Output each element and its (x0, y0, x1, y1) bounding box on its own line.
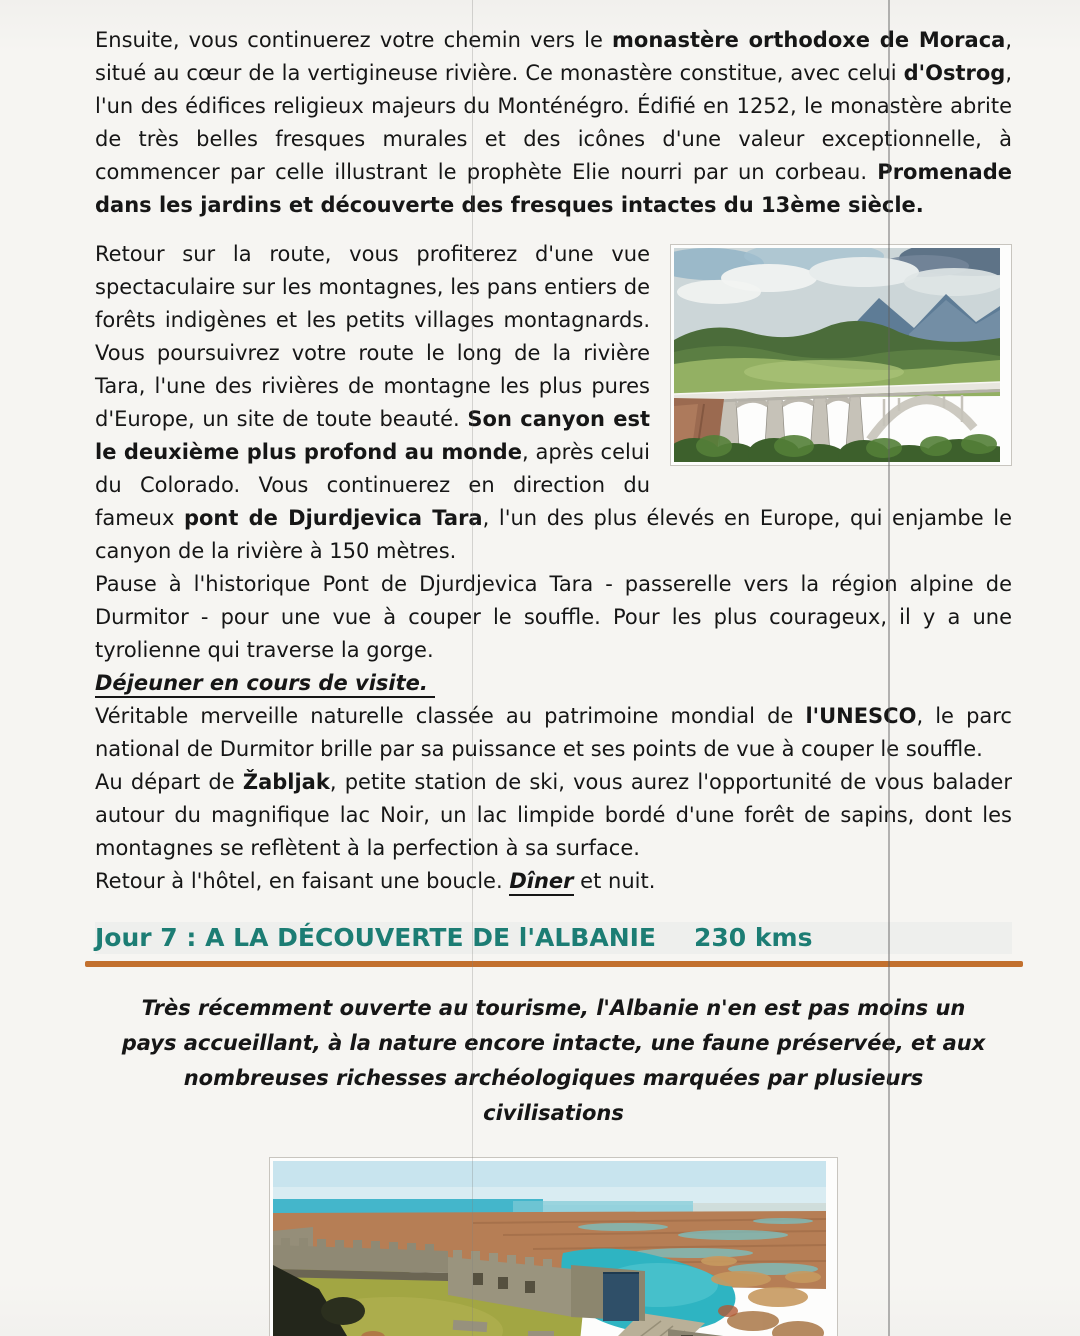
fortress-lake-photo (269, 1157, 838, 1336)
fortress-lake-photo-svg (273, 1161, 826, 1336)
paragraph-moraca-monastery: Ensuite, vous continuerez votre chemin vers le monastère orthodoxe de Moraca, situé au cœur de la vertigineuse rivière. Ce monastère constitue, avec celui d'Ostrog, l'un des édifices religieux majeurs du Monténégro. Édifié en 1252, le monastère abrite de très belles fresques murales et des icônes d'une valeur exceptionnelle, à commencer par celle illustrant le prophète Elie nourri par un corbeau. Promenade dans les jardins et découverte des fresques intactes du 13ème siècle. (95, 28, 1013, 217)
day7-header (95, 922, 1012, 954)
paragraph-pause-bridge: Pause à l'historique Pont de Djurdjevica Tara - passerelle vers la région alpine de Durmitor - pour une vue à couper le souffle. Pour les plus courageux, il y a une tyrolienne qui traverse la gorge. (95, 572, 1012, 662)
albania-intro-text: Très récemment ouverte au tourisme, l'Albanie n'en est pas moins un pays accueillant, à la nature encore intacte, une faune préservée, et aux nombreuses richesses archéologiques marquées par plusieurs civilisations (121, 996, 986, 1125)
day7-header-distance: 230 kms (694, 923, 813, 952)
paragraph-tara-road-text: Retour sur la route, vous profiterez d'une vue spectaculaire sur les montagnes, les pans entiers de forêts indigènes et les petits villages montagnards. Vous poursuivrez votre route le long de la rivière Tara, l'une des rivières de montagne les plus pures d'Europe, un site de toute beauté. Son canyon est le deuxième plus profond au monde, après celui du Colorado. Vous continuerez en direction du fameux pont de Djurdjevica Tara, l'un des plus élevés en Europe, qui enjambe le canyon de la rivière à 150 mètres. (95, 242, 1012, 563)
paragraph-zabljak-lac-noir: Au départ de Žabljak, petite station de ski, vous aurez l'opportunité de vous balader autour du magnifique lac Noir, un lac limpide bordé d'une forêt de sapins, dont les montagnes se reflètent à la perfection à sa surface. (95, 770, 1012, 860)
tara-bridge-photo-svg (674, 248, 1000, 462)
paragraph-retour-hotel: Retour à l'hôtel, en faisant une boucle. Dîner et nuit. (95, 865, 1012, 898)
day7-header-title: Jour 7 : A LA DÉCOUVERTE DE l'ALBANIE (95, 923, 656, 952)
tara-bridge-photo (670, 244, 1012, 466)
paragraph-unesco-durmitor: Véritable merveille naturelle classée au patrimoine mondial de l'UNESCO, le parc national de Durmitor brille par sa puissance et ses points de vue à couper le souffle. (95, 704, 1012, 761)
paragraph-tara-road (95, 238, 1012, 568)
paragraph-dejeuner: Déjeuner en cours de visite. (95, 667, 1012, 700)
document-content (95, 24, 1012, 1336)
day7-header-rule (85, 961, 1023, 967)
